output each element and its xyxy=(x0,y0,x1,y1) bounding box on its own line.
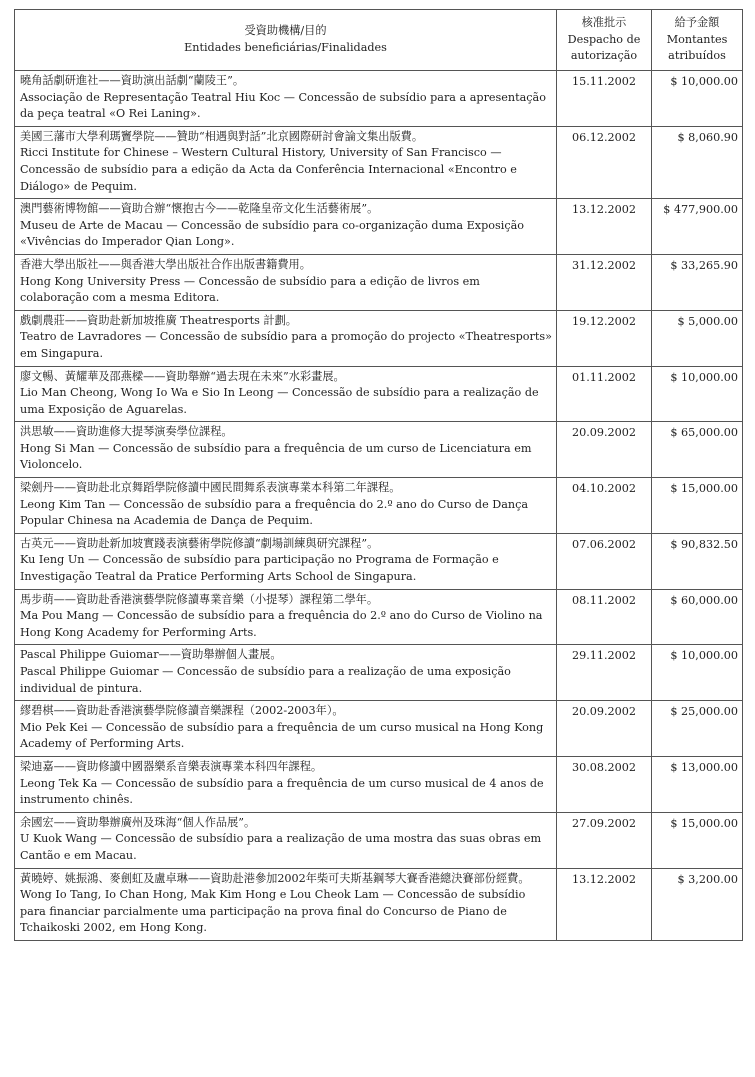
amount-cell: $ 60,000.00 xyxy=(652,589,743,645)
grants-table xyxy=(14,9,743,941)
date-cell: 27.09.2002 xyxy=(557,812,652,868)
amount-cell: $ 33,265.90 xyxy=(652,254,743,310)
entity-pt: Mio Pek Kei — Concessão de subsídio para a frequência de um curso musical na Hong Kong Academy of Performing Arts. xyxy=(20,720,544,751)
entity-zh: 曉角話劇研進社——資助演出話劇“蘭陵王”。 xyxy=(20,74,245,87)
entity-cell xyxy=(15,310,557,366)
date-cell: 13.12.2002 xyxy=(557,868,652,940)
table-row xyxy=(15,533,743,589)
header-date-zh: 核准批示 xyxy=(581,16,627,30)
entity-zh: 廖文暢、黃耀華及邵燕樑——資助舉辦“過去現在未來”水彩畫展。 xyxy=(20,369,345,383)
entity-zh: Pascal Philippe Guiomar——資助舉辦個人畫展。 xyxy=(20,648,282,662)
entity-pt: Pascal Philippe Guiomar — Concessão de subsídio para a realização de uma exposição individual de pintura. xyxy=(20,665,511,695)
date-cell: 20.09.2002 xyxy=(557,701,652,757)
header-entity xyxy=(15,10,557,71)
entity-pt: Lio Man Cheong, Wong Io Wa e Sio In Leong — Concessão de subsídio para a realização de uma Exposição de Aguarelas. xyxy=(20,386,539,416)
entity-cell xyxy=(15,756,557,812)
amount-cell: $ 90,832.50 xyxy=(652,533,743,589)
table-row xyxy=(15,868,743,940)
amount-cell: $ 25,000.00 xyxy=(652,701,743,757)
date-cell: 20.09.2002 xyxy=(557,422,652,478)
date-cell: 13.12.2002 xyxy=(557,199,652,255)
entity-cell xyxy=(15,71,557,127)
table-row xyxy=(15,589,743,645)
amount-cell: $ 477,900.00 xyxy=(652,199,743,255)
header-amount-pt-1: Montantes xyxy=(666,32,728,46)
entity-cell xyxy=(15,868,557,940)
entity-cell xyxy=(15,478,557,534)
header-entity-pt: Entidades beneficiárias/Finalidades xyxy=(184,41,387,54)
entity-zh: 古英元——資助赴新加坡實踐表演藝術學院修讀“劇場訓練與研究課程”。 xyxy=(20,536,379,550)
table-row xyxy=(15,422,743,478)
entity-zh: 澳門藝術博物館——資助合辦“懷抱古今——乾隆皇帝文化生活藝術展”。 xyxy=(20,202,379,216)
entity-pt: Leong Kim Tan — Concessão de subsídio para a frequência do 2.º ano do Curso de Dança Popular Chinesa na Academia de Dança de Pequim. xyxy=(20,497,529,528)
entity-cell xyxy=(15,645,557,701)
amount-cell: $ 10,000.00 xyxy=(652,645,743,701)
entity-pt: Leong Tek Ka — Concessão de subsídio para a frequência de um curso musical de 4 anos de instrumento chinês. xyxy=(20,776,544,807)
entity-zh: 香港大學出版社——與香港大學出版社合作出版書籍費用。 xyxy=(20,257,311,271)
entity-zh: 黃曉婷、姚振鴻、麥劍虹及盧卓琳——資助赴港參加2002年柴可夫斯基鋼琴大賽香港總決賽部份經費。 xyxy=(20,871,530,885)
entity-cell xyxy=(15,533,557,589)
amount-cell: $ 15,000.00 xyxy=(652,478,743,534)
date-cell: 30.08.2002 xyxy=(557,756,652,812)
header-amount-zh: 給予金額 xyxy=(674,16,720,30)
entity-zh: 梁劍丹——資助赴北京舞蹈學院修讀中國民間舞系表演專業本科第二年課程。 xyxy=(20,481,401,495)
amount-cell: $ 8,060.90 xyxy=(652,126,743,198)
header-entity-zh: 受資助機構/目的 xyxy=(244,24,327,38)
header-date xyxy=(557,10,652,71)
entity-cell xyxy=(15,589,557,645)
amount-cell: $ 65,000.00 xyxy=(652,422,743,478)
date-cell: 06.12.2002 xyxy=(557,126,652,198)
entity-pt: Wong Io Tang, Io Chan Hong, Mak Kim Hong e Lou Cheok Lam — Concessão de subsídio para financiar parcialmente uma participação na prova final do Concurso de Piano de Tchaikoski 2002, em Hong Kong. xyxy=(20,888,526,935)
date-cell: 04.10.2002 xyxy=(557,478,652,534)
entity-zh: 余國宏——資助舉辦廣州及珠海“個人作品展”。 xyxy=(20,815,256,829)
header-amount xyxy=(652,10,743,71)
table-row xyxy=(15,366,743,422)
entity-zh: 馬步萌——資助赴香港演藝學院修讀專業音樂（小提琴）課程第二學年。 xyxy=(20,592,379,606)
header-date-pt-2: autorização xyxy=(570,49,638,63)
entity-pt: Hong Si Man — Concessão de subsídio para a frequência de um curso de Licenciatura em Violoncelo. xyxy=(20,441,532,472)
amount-cell: $ 5,000.00 xyxy=(652,310,743,366)
table-row xyxy=(15,126,743,198)
entity-pt: Associação de Representação Teatral Hiu Koc — Concessão de subsídio para a apresentação da peça teatral «O Rei Laning». xyxy=(20,90,546,121)
amount-cell: $ 10,000.00 xyxy=(652,71,743,127)
table-row xyxy=(15,254,743,310)
header-amount-pt-2: atribuídos xyxy=(668,49,726,63)
amount-cell: $ 15,000.00 xyxy=(652,812,743,868)
header-row xyxy=(15,10,743,71)
table-row xyxy=(15,645,743,701)
table-row xyxy=(15,756,743,812)
entity-pt: Ku Ieng Un — Concessão de subsídio para participação no Programa de Formação e Investigação Teatral da Pratice Performing Arts School de Singapura. xyxy=(20,553,499,584)
table-row xyxy=(15,701,743,757)
entity-cell xyxy=(15,701,557,757)
date-cell: 07.06.2002 xyxy=(557,533,652,589)
entity-pt: Ma Pou Mang — Concessão de subsídio para a frequência do 2.º ano do Curso de Violino na Hong Kong Academy for Performing Arts. xyxy=(20,609,543,639)
entity-zh: 美國三藩市大學利瑪竇學院——贊助“相遇與對話”北京國際研討會論文集出版費。 xyxy=(20,129,424,143)
entity-pt: Hong Kong University Press — Concessão de subsídio para a edição de livros em colaboração com a mesma Editora. xyxy=(20,274,480,305)
entity-pt: Teatro de Lavradores — Concessão de subsídio para a promoção do projecto «Theatresports» em Singapura. xyxy=(20,330,552,360)
entity-cell xyxy=(15,812,557,868)
table-row xyxy=(15,478,743,534)
entity-zh: 梁迪嘉——資助修讀中國器樂系音樂表演專業本科四年課程。 xyxy=(20,759,323,773)
entity-cell xyxy=(15,126,557,198)
table-body xyxy=(15,71,743,941)
entity-pt: U Kuok Wang — Concessão de subsídio para a realização de uma mostra das suas obras em Cantão e em Macau. xyxy=(20,832,542,862)
entity-cell xyxy=(15,422,557,478)
amount-cell: $ 3,200.00 xyxy=(652,868,743,940)
entity-zh: 洪思敏——資助進修大提琴演奏學位課程。 xyxy=(20,425,233,439)
table-header xyxy=(15,10,743,71)
table-row xyxy=(15,71,743,127)
date-cell: 08.11.2002 xyxy=(557,589,652,645)
entity-pt: Ricci Institute for Chinese – Western Cultural History, University of San Francisco — Concessão de subsídio para a edição da Acta da Conferência Internacional «Encontro e Diálogo» de Pequim. xyxy=(20,146,517,193)
date-cell: 01.11.2002 xyxy=(557,366,652,422)
entity-zh: 戲劇農莊——資助赴新加坡推廣 Theatresports 計劃。 xyxy=(20,313,297,327)
date-cell: 19.12.2002 xyxy=(557,310,652,366)
entity-cell xyxy=(15,366,557,422)
date-cell: 31.12.2002 xyxy=(557,254,652,310)
amount-cell: $ 13,000.00 xyxy=(652,756,743,812)
header-date-pt-1: Despacho de xyxy=(567,32,641,46)
entity-zh: 繆碧棋——資助赴香港演藝學院修讀音樂課程（2002-2003年）。 xyxy=(20,704,344,718)
date-cell: 29.11.2002 xyxy=(557,645,652,701)
date-cell: 15.11.2002 xyxy=(557,71,652,127)
table-row xyxy=(15,812,743,868)
table-row xyxy=(15,310,743,366)
amount-cell: $ 10,000.00 xyxy=(652,366,743,422)
entity-pt: Museu de Arte de Macau — Concessão de subsídio para co-organização duma Exposição «Vivências do Imperador Qian Long». xyxy=(20,218,524,249)
entity-cell xyxy=(15,199,557,255)
table-row xyxy=(15,199,743,255)
entity-cell xyxy=(15,254,557,310)
